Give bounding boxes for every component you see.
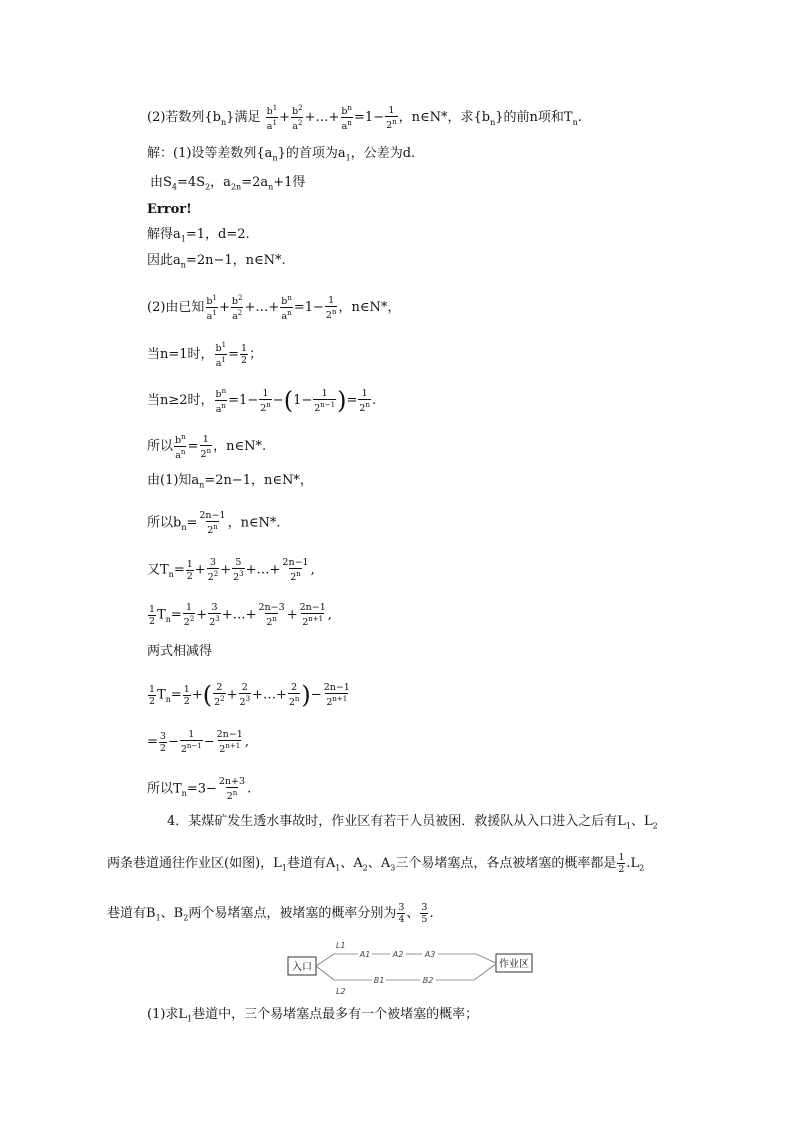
entrance-label: 入口 <box>292 962 312 973</box>
part2-given: (2)由已知 $\frac{b^1}{a^1}$ + $\frac{b^2}{a^2}$ +…+ $\frac{b^n}{a^n}$ =1− $\frac{1}{2^n}$ ，n∈N*， <box>147 294 401 323</box>
tunnel-diagram <box>286 938 536 998</box>
solution-intro: 解：(1)设等差数列$\{a_n\}$的首项为$a_1$，公差为d. <box>147 146 416 163</box>
A2-label: A2 <box>392 950 404 959</box>
L2-path-end <box>436 964 496 980</box>
subtract-line: 两式相减得 <box>147 644 213 659</box>
B1-label: B1 <box>373 976 385 985</box>
condition-line: 由$S_4=4S_2$，$a_{2n}=2a_n+1$得 <box>150 175 306 192</box>
so-line-1: 所以 $\frac{b^n}{a^n}$ = $\frac{1}{2^n}$ ，n∈N*. <box>147 433 267 462</box>
half-Tn-sum: $\frac{1}{2}$ $T_n=$ $\frac{1}{2^2}$ + $\frac{3}{2^3}$ +…+ $\frac{2n-3}{2^n}$ + $\frac{2n-1}{2^{n+1}}$ , <box>149 602 332 629</box>
L1-label: L1 <box>336 941 346 950</box>
work-area-label: 作业区 <box>499 959 529 970</box>
difference-line: $\frac{1}{2}$ $T_n=$ $\frac{1}{2}$ +( $\frac{2}{2^2}$ + $\frac{2}{2^3}$ +…+ $\frac{2}{2^n}$ )− $\frac{2n-1}{2^{n+1}}$ <box>149 681 350 710</box>
from-part1: 由(1)知$a_n=2n-1$，n∈N*， <box>147 473 313 490</box>
L1-path-end <box>438 954 496 963</box>
problem-4-line-2: 两条巷道通往作业区(如图)，$L_1$巷道有$A_1$、$A_2$、$A_3$三个易堵塞点，各点被堵塞的概率都是 $\frac{1}{2}$ $.L_2$ <box>107 852 645 875</box>
L2-path-start <box>316 966 372 980</box>
L2-label: L2 <box>336 987 346 996</box>
B2-label: B2 <box>422 976 434 985</box>
L1-path-start <box>316 954 358 966</box>
solve-line: 解得$a_1=1$，d=2. <box>147 227 250 244</box>
problem-2-statement: (2)若数列$\{b_n\}$满足 $\frac{b^1}{a^1}$ + $\frac{b^2}{a^2}$ +…+ $\frac{b^n}{a^n}$ =1− $\frac{1}{2^n}$ ，n∈N*，求$\{b_n\}$的前n项和$T_n$. <box>147 104 582 133</box>
A1-label: A1 <box>359 950 371 959</box>
A3-label: A3 <box>424 950 436 959</box>
therefore-line: 因此$a_n=2n-1$，n∈N*. <box>147 253 286 270</box>
case-n1: 当n=1时， $\frac{b^1}{a^1}$ = $\frac{1}{2}$ ； <box>147 341 263 370</box>
case-n2: 当n≥2时， $\frac{b^n}{a^n}$ =1− $\frac{1}{2^n}$ −(1− $\frac{1}{2^{n-1}}$ )= $\frac{1}{2^n}$ . <box>147 386 377 416</box>
problem-4-line-1: 4．某煤矿发生透水事故时，作业区有若干人员被困．救援队从入口进入之后有$L_1$、$L_2$ <box>167 814 658 831</box>
simplified-line: = $\frac{3}{2}$ − $\frac{1}{2^{n-1}}$ − $\frac{2n-1}{2^{n+1}}$ , <box>147 729 249 756</box>
Tn-sum: 又$T_n=$ $\frac{1}{2}$ + $\frac{3}{2^2}$ + $\frac{5}{2^3}$ +…+ $\frac{2n-1}{2^n}$ , <box>147 557 315 584</box>
final-answer: 所以$T_n=3-$ $\frac{2n+3}{2^n}$ . <box>147 776 252 803</box>
error-text: Error! <box>147 202 192 217</box>
so-line-2: 所以$b_n=$ $\frac{2n-1}{2^n}$ ，n∈N*. <box>147 510 281 537</box>
question-1: (1)求$L_1$巷道中，三个易堵塞点最多有一个被堵塞的概率； <box>147 1007 479 1024</box>
problem-4-line-3: 巷道有$B_1$、$B_2$两个易堵塞点，被堵塞的概率分别为 $\frac{3}{4}$ 、 $\frac{3}{5}$ . <box>107 902 434 925</box>
